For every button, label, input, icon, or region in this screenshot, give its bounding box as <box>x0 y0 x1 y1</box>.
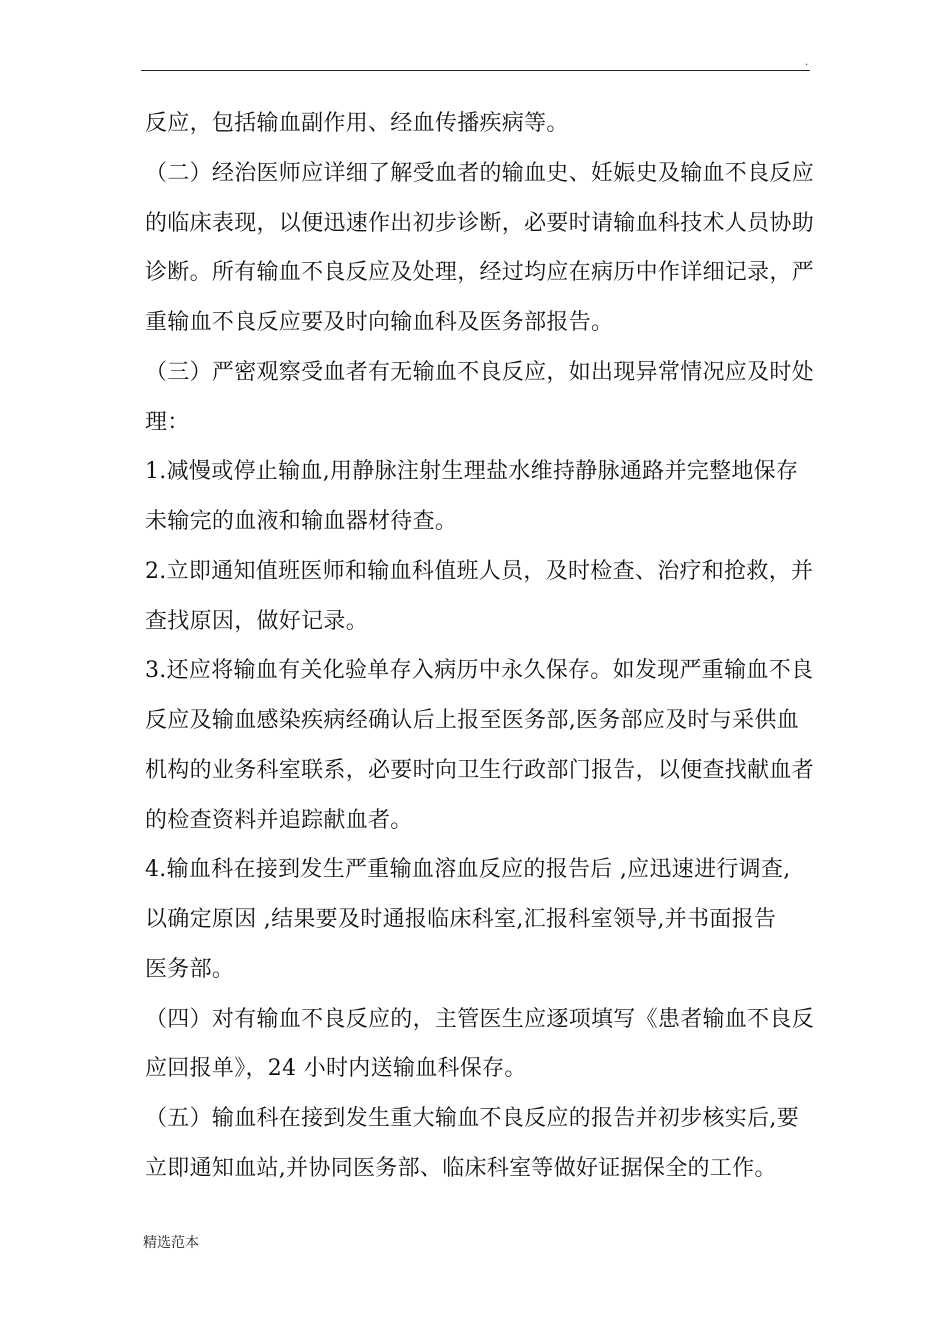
text-line: 3.还应将输血有关化验单存入病历中永久保存。如发现严重输血不良 <box>145 658 814 684</box>
text-line: （四）对有输血不良反应的，主管医生应逐项填写《患者输血不良反 <box>145 1006 815 1032</box>
text-line: 医务部。 <box>145 956 235 982</box>
text-line: 1.减慢或停止输血,用静脉注射生理盐水维持静脉通路并完整地保存 <box>145 459 799 485</box>
text-line: 反应及输血感染疾病经确认后上报至医务部,医务部应及时与采供血 <box>145 708 799 733</box>
text-line: 应回报单》，24 小时内送输血科保存。 <box>145 1056 527 1082</box>
text-line: （三）严密观察受血者有无输血不良反应，如出现异常情况应及时处 <box>145 359 815 385</box>
text-line: 机构的业务科室联系，必要时向卫生行政部门报告，以便查找献血者 <box>145 757 815 783</box>
text-line: 诊断。所有输血不良反应及处理，经过均应在病历中作详细记录，严 <box>145 260 815 286</box>
text-line: 的临床表现，以便迅速作出初步诊断，必要时请输血科技术人员协助 <box>145 210 815 236</box>
text-line: 查找原因，做好记录。 <box>145 608 369 634</box>
text-line: 2.立即通知值班医师和输血科值班人员，及时检查、治疗和抢救，并 <box>145 558 814 584</box>
text-line: 反应，包括输血副作用、经血传播疾病等。 <box>145 111 569 136</box>
text-line: 重输血不良反应要及时向输血科及医务部报告。 <box>145 310 614 335</box>
header-mark: . <box>805 57 809 68</box>
text-line: 的检查资料并追踪献血者。 <box>145 807 413 833</box>
text-line: 理： <box>145 409 190 435</box>
text-line: 4.输血科在接到发生严重输血溶血反应的报告后 ,应迅速进行调查, <box>145 857 791 883</box>
text-line: 未输完的血液和输血器材待查。 <box>145 509 458 534</box>
text-line: 立即通知血站,并协同医务部、临床科室等做好证据保全的工作。 <box>145 1155 777 1181</box>
document-body <box>145 99 825 1194</box>
text-line: （二）经治医师应详细了解受血者的输血史、妊娠史及输血不良反应 <box>145 160 815 186</box>
header-rule <box>141 70 810 71</box>
text-line: 以确定原因 ,结果要及时通报临床科室,汇报科室领导,并书面报告 <box>145 907 777 932</box>
footer-label: 精选范本 <box>143 1235 199 1251</box>
text-line: （五）输血科在接到发生重大输血不良反应的报告并初步核实后,要 <box>145 1106 799 1131</box>
